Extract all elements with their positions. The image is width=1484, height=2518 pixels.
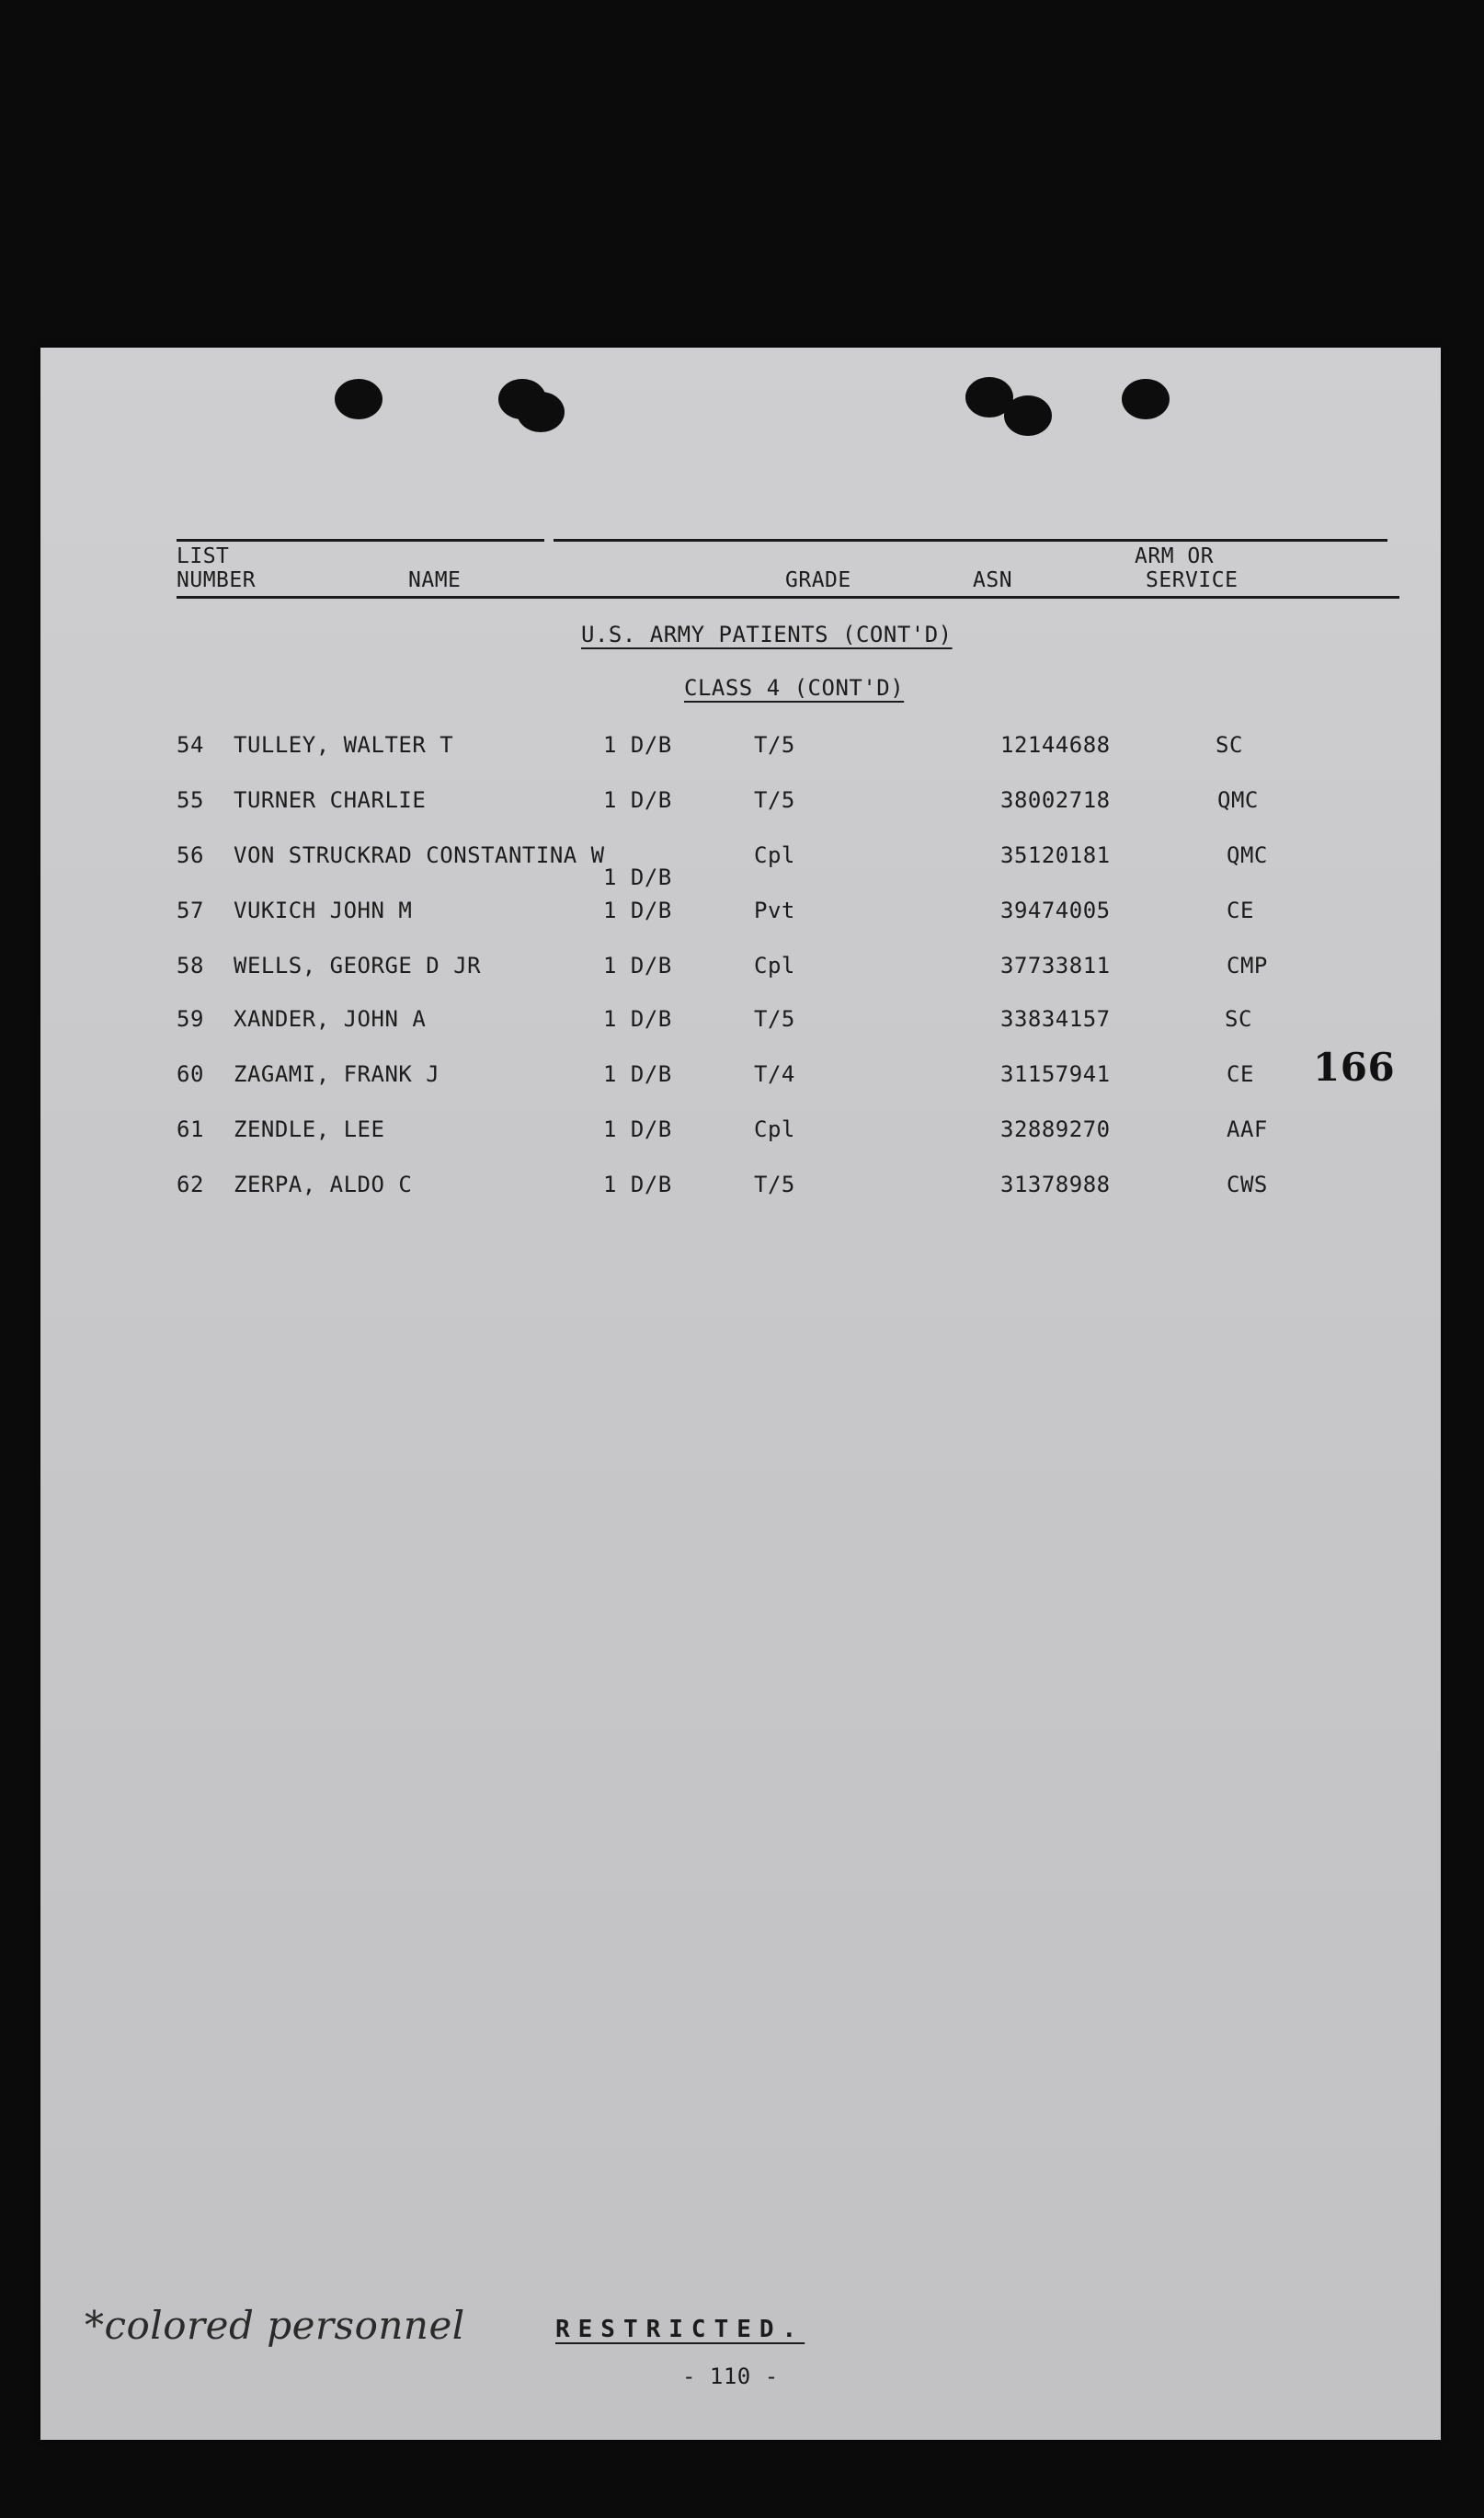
row-number: 62 — [177, 1172, 204, 1197]
row-grade: Cpl — [754, 1116, 795, 1142]
margin-stamp-number: 166 — [1313, 1045, 1396, 1090]
row-code: 1 D/B — [603, 864, 672, 890]
punch-hole — [335, 379, 382, 419]
row-asn: 32889270 — [1000, 1116, 1111, 1142]
row-name: ZERPA, ALDO C — [234, 1172, 413, 1197]
row-service: QMC — [1227, 842, 1268, 868]
row-service: CMP — [1227, 953, 1268, 979]
row-service: CWS — [1227, 1172, 1268, 1197]
row-code: 1 D/B — [603, 953, 672, 979]
row-service: SC — [1225, 1006, 1252, 1032]
row-name: VUKICH JOHN M — [234, 898, 413, 923]
row-grade: T/5 — [754, 732, 795, 758]
punch-hole — [1122, 379, 1170, 419]
row-service: CE — [1227, 1061, 1254, 1087]
header-arm-or: ARM OR — [1135, 544, 1215, 568]
row-number: 59 — [177, 1006, 204, 1032]
header-grade: GRADE — [785, 568, 851, 592]
row-grade: T/5 — [754, 787, 795, 813]
restricted-label: RESTRICTED. — [555, 2316, 805, 2343]
handwritten-note: *colored personnel — [85, 2303, 465, 2348]
row-number: 54 — [177, 732, 204, 758]
header-asn: ASN — [973, 568, 1013, 592]
row-code: 1 D/B — [603, 1006, 672, 1032]
row-asn: 31378988 — [1000, 1172, 1111, 1197]
row-grade: Pvt — [754, 898, 795, 923]
row-grade: Cpl — [754, 842, 795, 868]
header-name: NAME — [408, 568, 462, 592]
row-code: 1 D/B — [603, 898, 672, 923]
page-number: - 110 - — [682, 2363, 779, 2389]
row-number: 56 — [177, 842, 204, 868]
punch-hole — [1004, 395, 1052, 436]
row-number: 55 — [177, 787, 204, 813]
header-bottom-rule — [177, 596, 1399, 599]
header-list: LIST — [177, 544, 230, 568]
header-number: NUMBER — [177, 568, 257, 592]
row-name: TURNER CHARLIE — [234, 787, 427, 813]
header-service: SERVICE — [1146, 568, 1239, 592]
section-title: U.S. ARMY PATIENTS (CONT'D) — [581, 622, 953, 647]
row-number: 60 — [177, 1061, 204, 1087]
row-name: VON STRUCKRAD CONSTANTINA W — [234, 842, 605, 868]
punch-hole — [517, 392, 565, 432]
row-grade: T/5 — [754, 1172, 795, 1197]
row-name: WELLS, GEORGE D JR — [234, 953, 482, 979]
row-grade: Cpl — [754, 953, 795, 979]
row-asn: 37733811 — [1000, 953, 1111, 979]
row-asn: 33834157 — [1000, 1006, 1111, 1032]
row-code: 1 D/B — [603, 1061, 672, 1087]
row-code: 1 D/B — [603, 1172, 672, 1197]
row-code: 1 D/B — [603, 732, 672, 758]
row-asn: 39474005 — [1000, 898, 1111, 923]
row-service: QMC — [1217, 787, 1259, 813]
document-page — [40, 348, 1441, 2440]
row-name: ZAGAMI, FRANK J — [234, 1061, 440, 1087]
row-asn: 35120181 — [1000, 842, 1111, 868]
row-number: 58 — [177, 953, 204, 979]
row-asn: 31157941 — [1000, 1061, 1111, 1087]
row-grade: T/4 — [754, 1061, 795, 1087]
row-name: ZENDLE, LEE — [234, 1116, 385, 1142]
row-service: AAF — [1227, 1116, 1268, 1142]
row-code: 1 D/B — [603, 787, 672, 813]
row-number: 57 — [177, 898, 204, 923]
row-name: TULLEY, WALTER T — [234, 732, 454, 758]
row-number: 61 — [177, 1116, 204, 1142]
row-asn: 12144688 — [1000, 732, 1111, 758]
header-top-rule — [177, 539, 544, 542]
header-top-rule — [554, 539, 1387, 542]
row-code: 1 D/B — [603, 1116, 672, 1142]
row-asn: 38002718 — [1000, 787, 1111, 813]
row-grade: T/5 — [754, 1006, 795, 1032]
row-service: SC — [1216, 732, 1243, 758]
class-title: CLASS 4 (CONT'D) — [684, 675, 905, 701]
row-service: CE — [1227, 898, 1254, 923]
row-name: XANDER, JOHN A — [234, 1006, 427, 1032]
